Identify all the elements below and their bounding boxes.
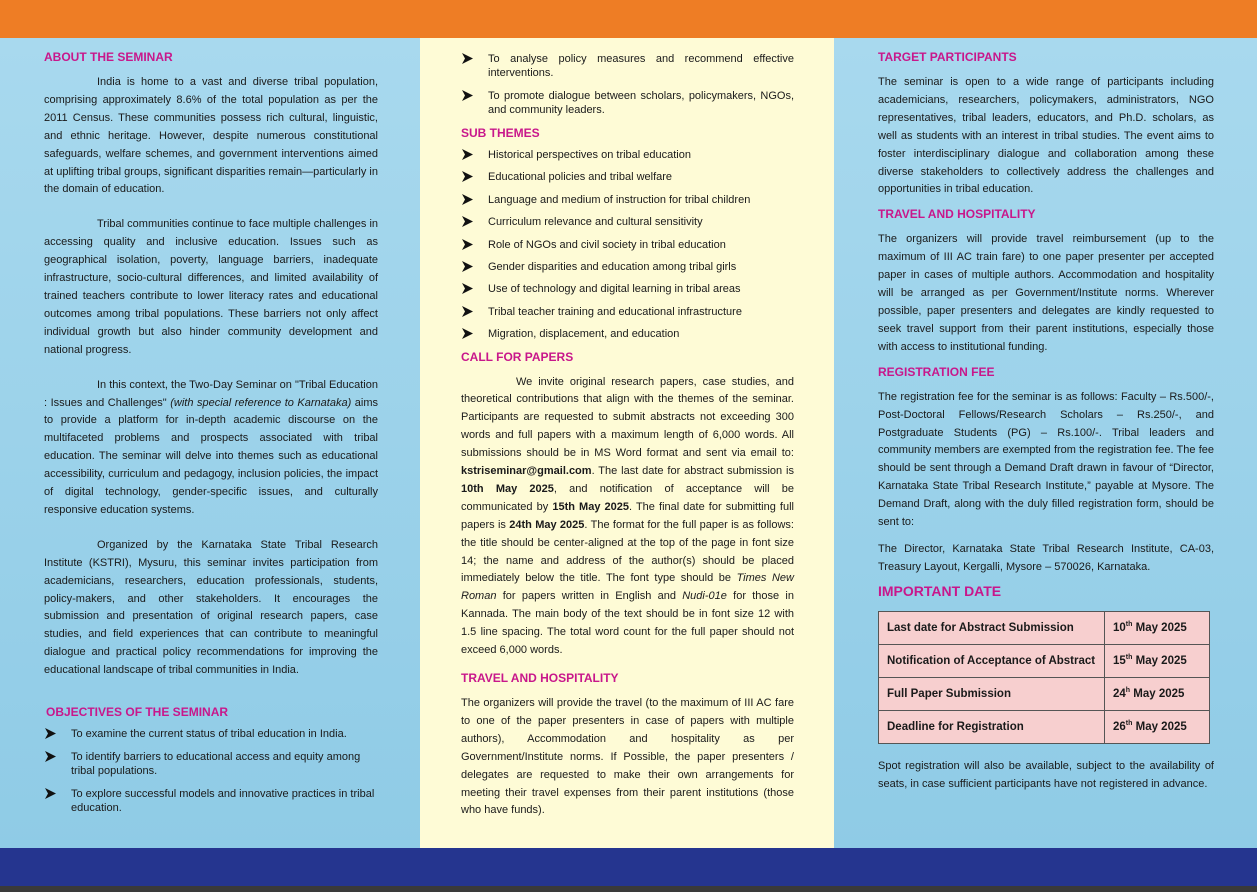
date-row [879,611,1210,644]
target-heading: TARGET PARTICIPANTS [878,50,1017,64]
call-text-1: We invite original research papers, case studies, and theoretical contributions that align with the themes of the seminar. Participants are requested to submit abstracts not exceeding 300 words and full papers with a maximum length of 6,000 words. All submissions should be in MS Word format and sent via email to: [461,375,794,460]
date-suffix: th [1125,720,1133,728]
date-label: Last date for Abstract Submission [879,611,1105,644]
date-row [879,677,1210,710]
arrow-bullet-icon [461,327,474,340]
list-item-text: Migration, displacement, and education [488,328,680,341]
arrow-bullet-icon [461,193,474,206]
date-day: 26 [1113,721,1126,734]
list-item-text: Gender disparities and education among tribal girls [488,260,737,273]
full-paper-date: 24th May 2025 [509,518,585,531]
about-heading: ABOUT THE SEMINAR [44,50,173,64]
call-text-6: for papers written in English and [496,590,683,603]
about-paragraph-2: Tribal communities continue to face multiple challenges in accessing quality and inclusive education. Issues such as geographical isolation, poverty, language barriers, inadequate infrastructure, socio-cultural differences, and limited availability of trained teachers contribute to lower literacy rates and educational outcomes among tribal populations. These barriers not only affect individual growth but also hinder community development and national progress. [44,218,378,356]
font-english: Times New Roman [461,572,794,603]
list-item [44,727,378,741]
list-item-text: To explore successful models and innovative practices in tribal education. [71,788,375,815]
bottom-dark-strip [0,886,1257,892]
target-text: The seminar is open to a wide range of participants including academicians, researchers, policymakers, administrators, NGO representatives, tribal leaders, educators, and Ph.D. scholars, as well as students with an interest in tribal studies. The event aims to foster interdisciplinary dialogue and collaboration among these diverse stakeholders to collectively address the challenges and opportunities in tribal education. [878,76,1214,196]
list-item-text: To analyse policy measures and recommend effective interventions. [488,53,794,79]
address-text: The Director, Karnataka State Tribal Research Institute, CA-03, Treasury Layout, Kergalli, Mysore – 570026, Karnataka. [878,542,1214,573]
date-value [1105,611,1210,644]
arrow-bullet-icon [461,170,474,183]
list-item [461,89,794,117]
date-label: Notification of Acceptance of Abstract [879,644,1105,677]
date-month: May 2025 [1135,655,1187,668]
objectives-list [44,727,378,815]
bottom-blue-band [0,848,1257,886]
subthemes-heading: SUB THEMES [461,126,540,140]
list-item-text: Role of NGOs and civil society in tribal education [488,238,726,251]
objectives-list-continued [461,52,794,117]
right-panel [834,38,1257,848]
list-item [461,282,794,296]
date-day: 10 [1113,622,1126,635]
call-text-4: . The final date for submitting full papers is [461,500,794,531]
date-row [879,644,1210,677]
arrow-bullet-icon [44,750,57,763]
about-paragraph-4: Organized by the Karnataka State Tribal Research Institute (KSTRI), Mysuru, this seminar invites participation from academicians, researchers, education professionals, students, policy-makers, and other stakeholders. It encourages the submission and presentation of original research papers, case studies, and field experiences that can contribute to meaningful dialogue and practical policy recommendations for improving the educational landscape of tribal communities in India. [44,538,378,677]
list-item [461,193,794,207]
list-item [461,238,794,252]
date-suffix: h [1125,687,1131,695]
date-value [1105,644,1210,677]
list-item-text: Curriculum relevance and cultural sensitivity [488,216,703,229]
list-item-text: To identify barriers to educational access and equity among tribal populations. [71,751,361,778]
list-item [461,170,794,184]
date-day: 15 [1113,655,1126,668]
list-item [461,260,794,274]
about-p3-part-c: aims to provide a platform for in-depth academic discourse on the multifaceted problems and prospects associated with tribal education. The seminar will delve into themes such as educational accessibility, curriculum and pedagogy, inclusion policies, the impact of digital technology, gender-specific issues, and culturally responsive education systems. [44,396,378,516]
date-value [1105,677,1210,710]
call-text-2: . The last date for abstract submission is [591,465,794,478]
list-item-text: Language and medium of instruction for tribal children [488,193,751,206]
list-item-text: To examine the current status of tribal education in India. [71,728,347,741]
about-paragraph-1: India is home to a vast and diverse tribal population, comprising approximately 8.6% of the total population as per the 2011 Census. These communities possess rich cultural, linguistic, and ethnic heritage. However, despite numerous constitutional safeguards, welfare schemes, and government interventions aimed at uplifting tribal groups, significant disparities remain—particularly in the domain of education. [44,76,378,196]
middle-panel [420,38,834,848]
subthemes-list [461,148,794,341]
travel-text-right: The organizers will provide travel reimbursement (up to the maximum of III AC train fare) to one paper presenter per accepted paper in cases of multiple authors. Accommodation and hospitality will be arranged as per Government/Institute norms. Wherever possible, paper presenters and delegates are kindly requested to seek travel support from their parent institutions, especially those with access to institutional funding. [878,233,1214,353]
arrow-bullet-icon [461,89,474,102]
list-item-text: Use of technology and digital learning in tribal areas [488,283,741,296]
date-value [1105,710,1210,743]
list-item [44,750,378,778]
list-item [461,148,794,162]
fee-text: The registration fee for the seminar is as follows: Faculty – Rs.500/-, Post-Doctoral Fellows/Research Scholars – Rs.250/-, and Postgraduate Students (PG) – Rs.100/-. Tribal leaders and community members are exempted from the registration fee. The fee should be sent through a Demand Draft drawn in favour of “Director, Karnataka State Tribal Research Institute,” payable at Mysore. The Demand Draft, along with the duly filled registration form, should be sent to: [878,390,1214,529]
arrow-bullet-icon [461,305,474,318]
arrow-bullet-icon [44,787,57,800]
travel-text-middle: The organizers will provide the travel (to the maximum of III AC fare to one of the paper presenters in case of papers with multiple authors), Accommodation and hospitality as per Government/Institute norms. If Possible, the paper presenters / delegates are requested to make their own arrangements for meeting their travel expenses from their parent institutions (those who have funds). [461,697,794,817]
arrow-bullet-icon [461,52,474,65]
fee-heading: REGISTRATION FEE [878,364,995,379]
about-p3-part-a: In this context, the Two-Day Seminar on "Tribal Education : Issues and Challenges" [44,378,378,409]
date-suffix: th [1125,654,1133,662]
about-p3-italic: (with special reference to Karnataka) [170,396,352,409]
arrow-bullet-icon [461,148,474,161]
arrow-bullet-icon [461,215,474,228]
date-day: 24 [1113,688,1126,701]
left-panel [0,38,420,848]
top-orange-band [0,0,1257,38]
travel-heading-right: TRAVEL AND HOSPITALITY [878,207,1036,222]
call-text-7: for those in Kannada. The main body of the text should be in font size 12 with 1.5 line spacing. The total word count for the full paper should not exceed 6,000 words. [461,590,794,657]
call-for-papers-heading: CALL FOR PAPERS [461,349,574,364]
date-label: Full Paper Submission [879,677,1105,710]
acceptance-date: 15th May 2025 [552,500,630,513]
list-item [461,305,794,319]
list-item-text: To promote dialogue between scholars, policymakers, NGOs, and community leaders. [488,90,794,116]
arrow-bullet-icon [44,727,57,740]
list-item-text: Historical perspectives on tribal education [488,149,691,161]
date-suffix: th [1125,621,1133,629]
list-item-text: Tribal teacher training and educational infrastructure [488,305,742,318]
call-text-5: . The format for the full paper is as follows: the title should be center-aligned at the top of the page in font size 14; the name and address of the author(s) should be placed immediately below the title. The font type should be [461,518,794,585]
date-label: Deadline for Registration [879,710,1105,743]
arrow-bullet-icon [461,238,474,251]
date-month: May 2025 [1135,622,1187,635]
abstract-date: 10th May 2025 [461,482,554,495]
date-month: May 2025 [1133,688,1185,701]
date-row [879,710,1210,743]
submission-email: kstriseminar@gmail.com [461,465,592,478]
font-kannada: Nudi-01e [682,590,727,603]
list-item [461,327,794,341]
call-for-papers-text [461,374,794,661]
about-paragraph-3 [44,377,378,520]
list-item-text: Educational policies and tribal welfare [488,171,673,184]
spot-registration-text: Spot registration will also be available, subject to the availability of seats, in case sufficient participants have not registered in advance. [878,759,1214,790]
list-item [461,52,794,80]
date-month: May 2025 [1135,721,1187,734]
arrow-bullet-icon [461,282,474,295]
travel-heading-middle: TRAVEL AND HOSPITALITY [461,671,619,686]
objectives-heading: OBJECTIVES OF THE SEMINAR [46,705,229,720]
call-text-3: , and notification of acceptance will be communicated by [461,482,795,513]
important-date-heading: IMPORTANT DATE [878,582,1002,599]
list-item [44,787,378,815]
arrow-bullet-icon [461,260,474,273]
important-dates-table [878,611,1210,744]
list-item [461,215,794,229]
